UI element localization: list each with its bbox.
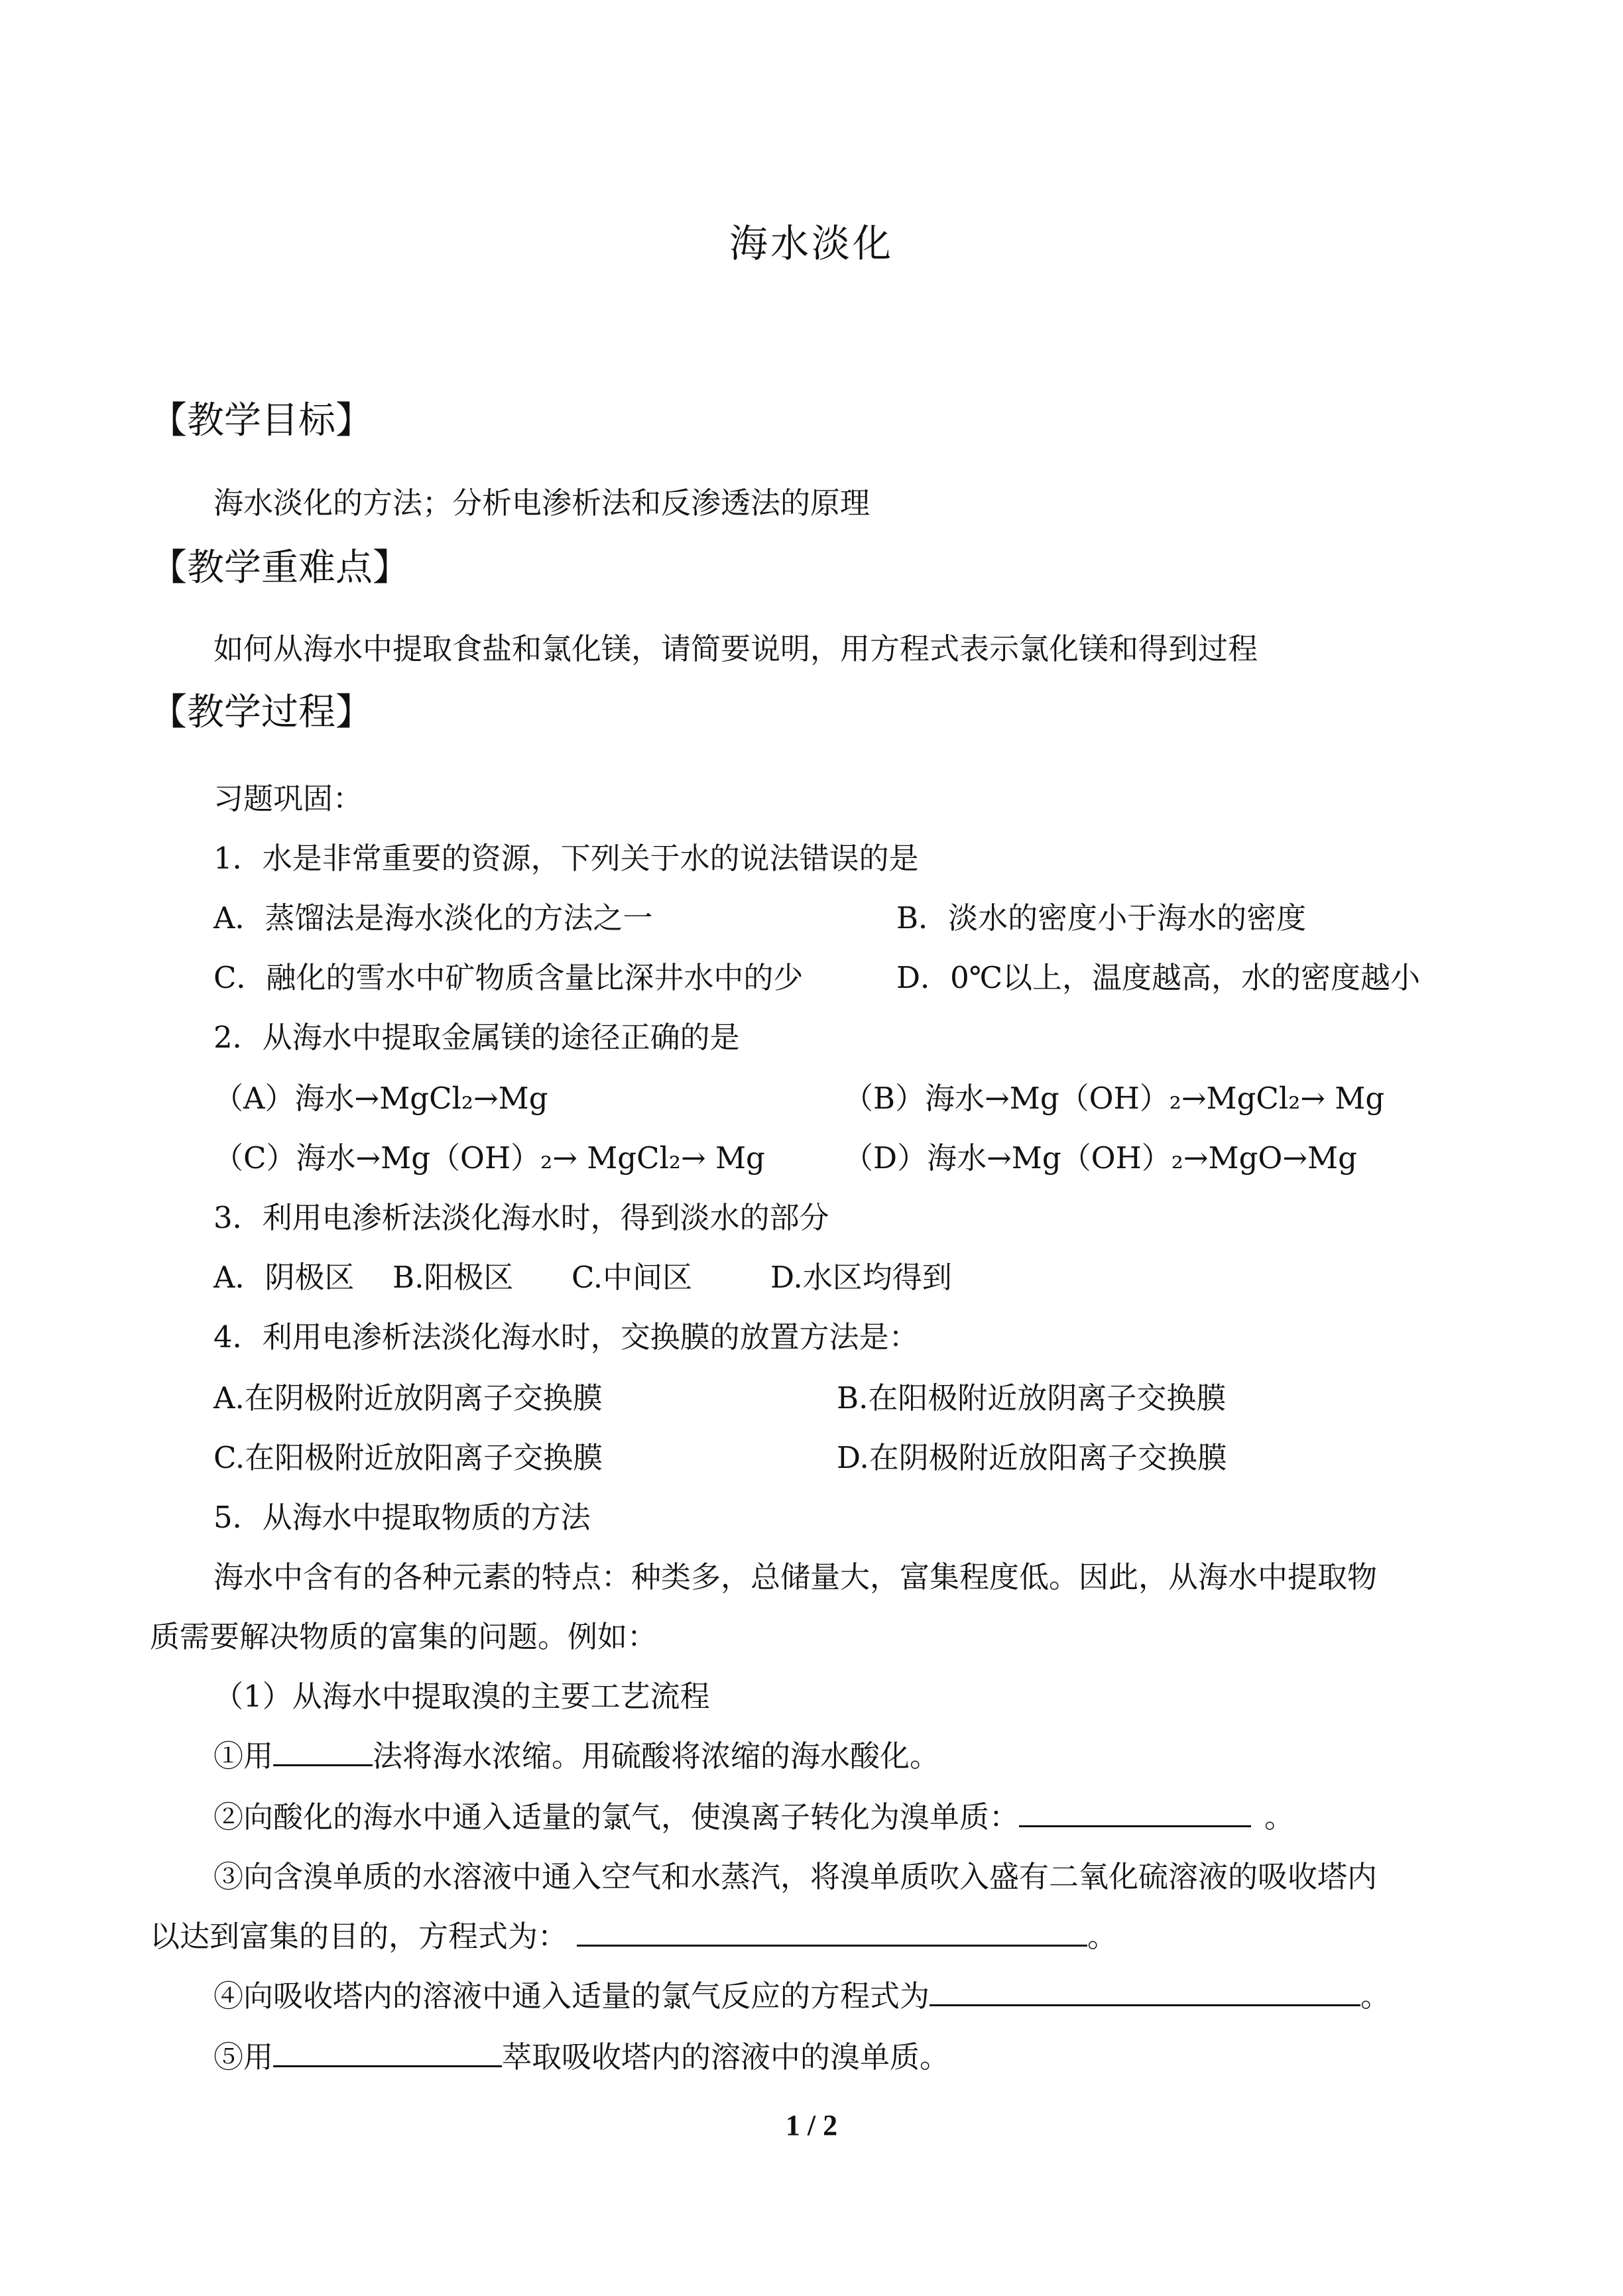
step3-line2 bbox=[150, 1912, 1117, 1955]
q2-option-c: （C）海水→Mg（OH）₂→ MgCl₂→ Mg bbox=[213, 1140, 765, 1176]
q4-option-b: B.在阳极附近放阴离子交换膜 bbox=[837, 1380, 1227, 1416]
step2-suffix: 。 bbox=[1264, 1799, 1295, 1835]
step3-line1: ③向含溴单质的水溶液中通入空气和水蒸汽，将溴单质吹入盛有二氧化硫溶液的吸收塔内 bbox=[213, 1859, 1378, 1894]
step3-answer-blank[interactable] bbox=[577, 1918, 1087, 1947]
goals-heading: 【教学目标】 bbox=[150, 399, 373, 442]
q5-paragraph-line2: 质需要解决物质的富集的问题。例如： bbox=[150, 1619, 658, 1654]
q1-option-a: A．蒸馏法是海水淡化的方法之一 bbox=[213, 900, 653, 936]
q2-stem: 2．从海水中提取金属镁的途径正确的是 bbox=[213, 1020, 740, 1055]
step3-suffix: 。 bbox=[1087, 1919, 1118, 1954]
step5-answer-blank[interactable] bbox=[273, 2039, 502, 2067]
step4-prefix: ④向吸收塔内的溶液中通入适量的氯气反应的方程式为 bbox=[213, 1978, 930, 2014]
q4-stem: 4．利用电渗析法淡化海水时，交换膜的放置方法是： bbox=[213, 1319, 919, 1355]
step2-prefix: ②向酸化的海水中通入适量的氯气，使溴离子转化为溴单质： bbox=[213, 1799, 1020, 1835]
q4-option-d: D.在阴极附近放阳离子交换膜 bbox=[837, 1440, 1227, 1475]
page-number: 1 / 2 bbox=[785, 2109, 838, 2142]
q2-option-b: （B）海水→Mg（OH）₂→MgCl₂→ Mg bbox=[843, 1081, 1385, 1116]
q3-option-a: A．阴极区 bbox=[213, 1260, 355, 1295]
key-points-content: 如何从海水中提取食盐和氯化镁，请简要说明，用方程式表示氯化镁和得到过程 bbox=[213, 631, 1258, 666]
goals-content: 海水淡化的方法；分析电渗析法和反渗透法的原理 bbox=[213, 485, 871, 520]
step3-prefix: 以达到富集的目的，方程式为： bbox=[150, 1919, 568, 1954]
step1-line bbox=[213, 1732, 939, 1775]
step4-line bbox=[213, 1972, 1390, 2015]
q1-option-d: D．0℃以上，温度越高，水的密度越小 bbox=[896, 960, 1421, 995]
q3-option-d: D.水区均得到 bbox=[770, 1260, 952, 1295]
step1-suffix: 法将海水浓缩。用硫酸将浓缩的海水酸化。 bbox=[373, 1738, 940, 1774]
process-intro: 习题巩固： bbox=[213, 781, 363, 816]
step2-answer-blank[interactable] bbox=[1019, 1799, 1251, 1827]
q1-option-b: B．淡水的密度小于海水的密度 bbox=[896, 900, 1307, 936]
q5-paragraph-line1: 海水中含有的各种元素的特点：种类多，总储量大，富集程度低。因此，从海水中提取物 bbox=[213, 1559, 1378, 1595]
q1-stem: 1．水是非常重要的资源，下列关于水的说法错误的是 bbox=[213, 841, 919, 876]
step4-suffix: 。 bbox=[1360, 1978, 1391, 2014]
q3-option-c: C.中间区 bbox=[571, 1260, 693, 1295]
step2-line bbox=[213, 1793, 1294, 1836]
q2-option-a: （A）海水→MgCl₂→Mg bbox=[213, 1081, 548, 1116]
q5-stem: 5．从海水中提取物质的方法 bbox=[213, 1500, 591, 1535]
step1-answer-blank[interactable] bbox=[273, 1738, 373, 1766]
step5-line bbox=[213, 2033, 949, 2076]
process-heading: 【教学过程】 bbox=[150, 691, 373, 734]
q3-stem: 3．利用电渗析法淡化海水时，得到淡水的部分 bbox=[213, 1200, 829, 1235]
step1-prefix: ①用 bbox=[213, 1738, 274, 1774]
key-points-heading: 【教学重难点】 bbox=[150, 546, 410, 589]
page-title: 海水淡化 bbox=[729, 221, 894, 266]
step5-suffix: 萃取吸收塔内的溶液中的溴单质。 bbox=[502, 2039, 950, 2075]
step4-answer-blank[interactable] bbox=[930, 1978, 1360, 2006]
q1-option-c: C．融化的雪水中矿物质含量比深井水中的少 bbox=[213, 960, 804, 995]
q5-subheading: （1）从海水中提取溴的主要工艺流程 bbox=[213, 1679, 710, 1714]
q3-option-b: B.阳极区 bbox=[392, 1260, 514, 1295]
q4-option-a: A.在阴极附近放阴离子交换膜 bbox=[213, 1380, 603, 1416]
q4-option-c: C.在阳极附近放阳离子交换膜 bbox=[213, 1440, 603, 1475]
step5-prefix: ⑤用 bbox=[213, 2039, 274, 2075]
q2-option-d: （D）海水→Mg（OH）₂→MgO→Mg bbox=[843, 1140, 1357, 1176]
